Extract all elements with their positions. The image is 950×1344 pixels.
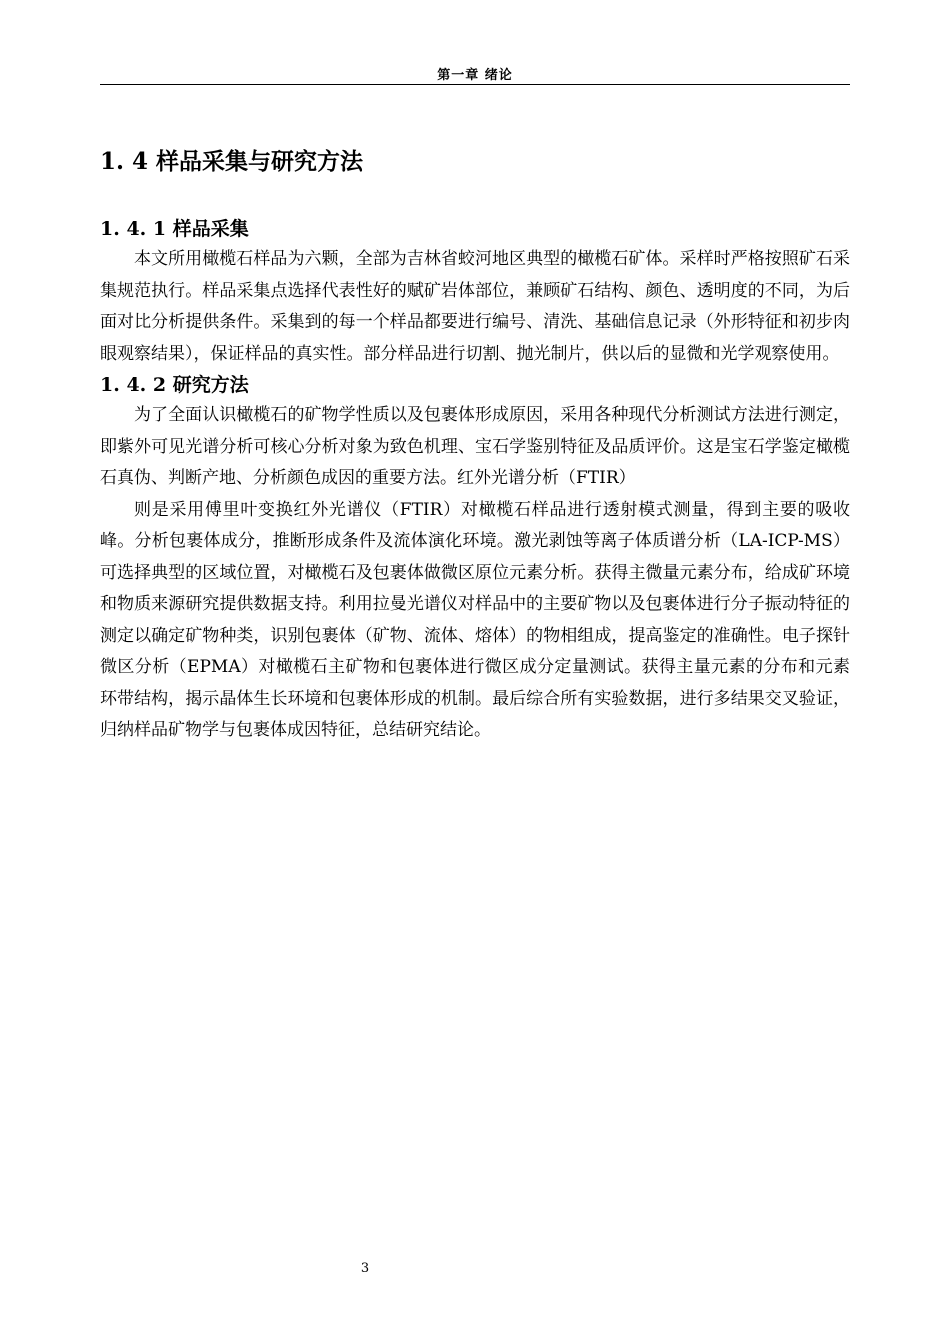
header-rule xyxy=(100,84,850,85)
section-title: 1. 4 样品采集与研究方法 xyxy=(100,148,364,175)
page-content xyxy=(100,140,850,747)
paragraph-sample-collection: 本文所用橄榄石样品为六颗，全部为吉林省蛟河地区典型的橄榄石矿体。采样时严格按照矿石采集规范执行。样品采集点选择代表性好的赋矿岩体部位，兼顾矿石结构、颜色、透明度的不同，为后面对比分析提供条件。采集到的每一个样品都要进行编号、清洗、基础信息记录（外形特征和初步肉眼观察结果），保证样品的真实性。部分样品进行切割、抛光制片，供以后的显微和光学观察使用。 xyxy=(100,249,850,364)
subsection-title-research-methods: 1. 4. 2 研究方法 xyxy=(100,374,249,396)
page-number: 3 xyxy=(360,1261,370,1276)
paragraph-research-methods-2: 则是采用傅里叶变换红外光谱仪（FTIR）对橄榄石样品进行透射模式测量，得到主要的吸收峰。分析包裹体成分，推断形成条件及流体演化环境。激光剥蚀等离子体质谱分析（LA-ICP-MS）可选择典型的区域位置，对橄榄石及包裹体做微区原位元素分析。获得主微量元素分布，给成矿环境和物质来源研究提供数据支持。利用拉曼光谱仪对样品中的主要矿物以及包裹体进行分子振动特征的测定以确定矿物种类，识别包裹体（矿物、流体、熔体）的物相组成，提高鉴定的准确性。电子探针微区分析（EPMA）对橄榄石主矿物和包裹体进行微区成分定量测试。获得主量元素的分布和元素环带结构，揭示晶体生长环境和包裹体形成的机制。最后综合所有实验数据，进行多结果交叉验证，归纳样品矿物学与包裹体成因特征，总结研究结论。 xyxy=(100,499,850,740)
running-header: 第一章 绪论 xyxy=(437,68,513,83)
subsection-title-sample-collection: 1. 4. 1 样品采集 xyxy=(100,218,249,240)
paragraph-research-methods-1: 为了全面认识橄榄石的矿物学性质以及包裹体形成原因，采用各种现代分析测试方法进行测定，即紫外可见光谱分析可核心分析对象为致色机理、宝石学鉴别特征及品质评价。这是宝石学鉴定橄榄石真伪、判断产地、分析颜色成因的重要方法。红外光谱分析（FTIR） xyxy=(100,405,850,488)
section-spacer xyxy=(100,184,850,214)
